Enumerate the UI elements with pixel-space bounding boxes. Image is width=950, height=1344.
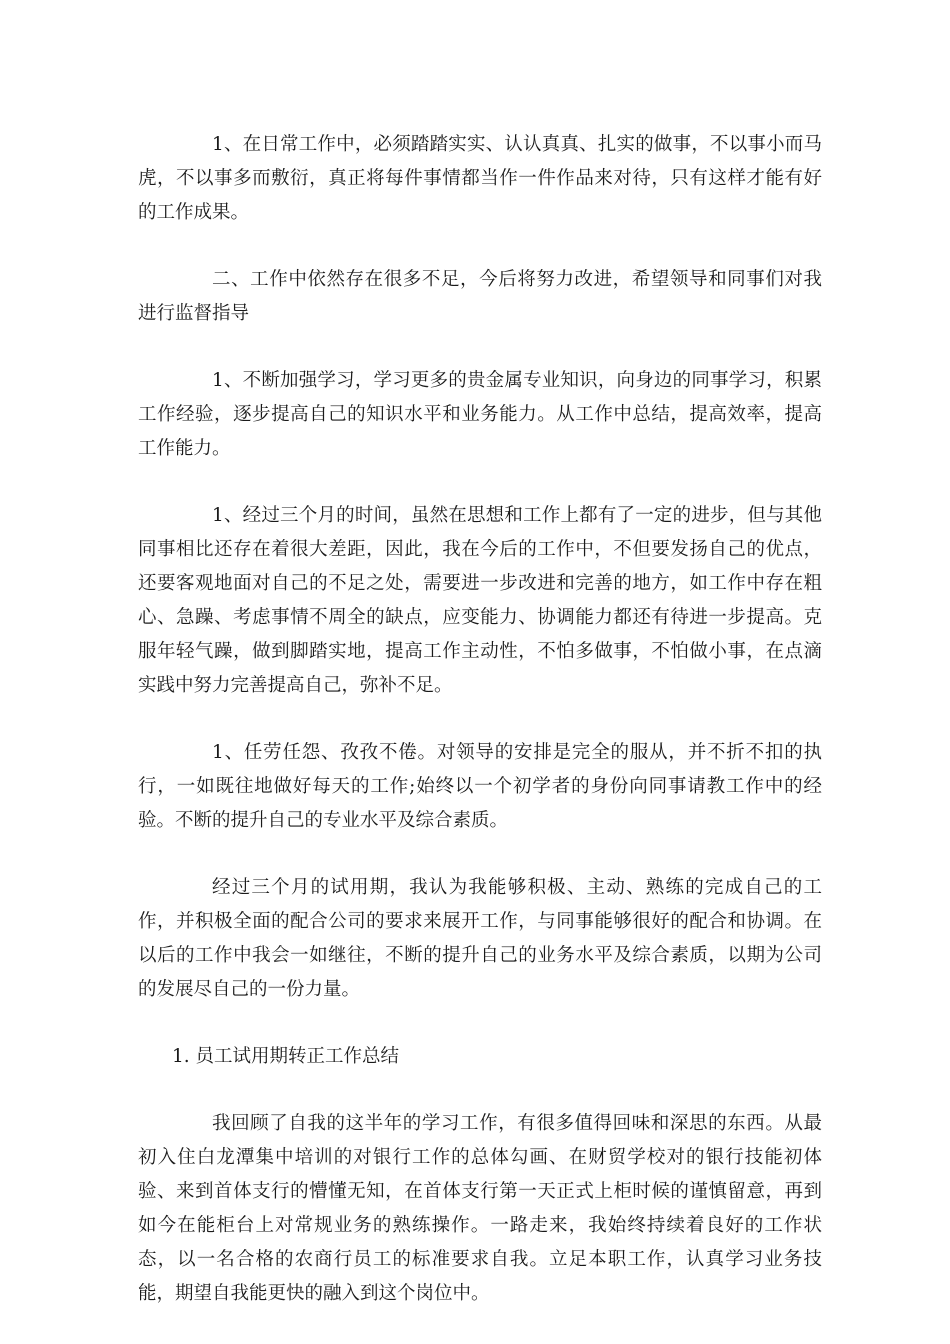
paragraph-learning: 1、不断加强学习，学习更多的贵金属专业知识，向身边的同事学习，积累工作经验，逐步提高自己的知识水平和业务能力。从工作中总结，提高效率，提高工作能力。 [138, 370, 822, 459]
paragraph-work-attitude: 1、在日常工作中，必须踏踏实实、认认真真、扎实的做事，不以事小而马虎，不以事多而敷衍，真正将每件事情都当作一件作品来对待，只有这样才能有好的工作成果。 [138, 134, 822, 223]
paragraph-three-months-reflection: 1、经过三个月的时间，虽然在思想和工作上都有了一定的进步，但与其他同事相比还存在着很大差距，因此，我在今后的工作中，不但要发扬自己的优点，还要客观地面对自己的不足之处，需要进一步改进和完善的地方，如工作中存在粗心、急躁、考虑事情不周全的缺点，应变能力、协调能力都还有待进一步提高。克服年轻气躁，做到脚踏实地，提高工作主动性，不怕多做事，不怕做小事，在点滴实践中努力完善提高自己，弥补不足。 [138, 505, 822, 696]
paragraph-diligence: 1、任劳任怨、孜孜不倦。对领导的安排是完全的服从，并不折不扣的执行，一如既往地做好每天的工作;始终以一个初学者的身份向同事请教工作中的经验。不断的提升自己的专业水平及综合素质。 [138, 742, 822, 831]
paragraph-probation-conclusion: 经过三个月的试用期，我认为我能够积极、主动、熟练的完成自己的工作，并积极全面的配合公司的要求来展开工作，与同事能够很好的配合和协调。在以后的工作中我会一如继往，不断的提升自己的业务水平及综合素质，以期为公司的发展尽自己的一份力量。 [138, 877, 822, 1000]
section-heading: 1. 员工试用期转正工作总结 [172, 1046, 400, 1067]
paragraph-half-year-review: 我回顾了自我的这半年的学习工作，有很多值得回味和深思的东西。从最初入住白龙潭集中培训的对银行工作的总体勾画、在财贸学校对的银行技能初体验、来到首体支行的懵懂无知，在首体支行第一天正式上柜时候的谨慎留意，再到如今在能柜台上对常规业务的熟练操作。一路走来，我始终持续着良好的工作状态，以一名合格的农商行员工的标准要求自我。立足本职工作，认真学习业务技能，期望自我能更快的融入到这个岗位中。 [138, 1113, 822, 1304]
paragraph-shortcomings-heading: 二、工作中依然存在很多不足，今后将努力改进，希望领导和同事们对我进行监督指导 [138, 269, 822, 324]
document-page [138, 128, 822, 1344]
